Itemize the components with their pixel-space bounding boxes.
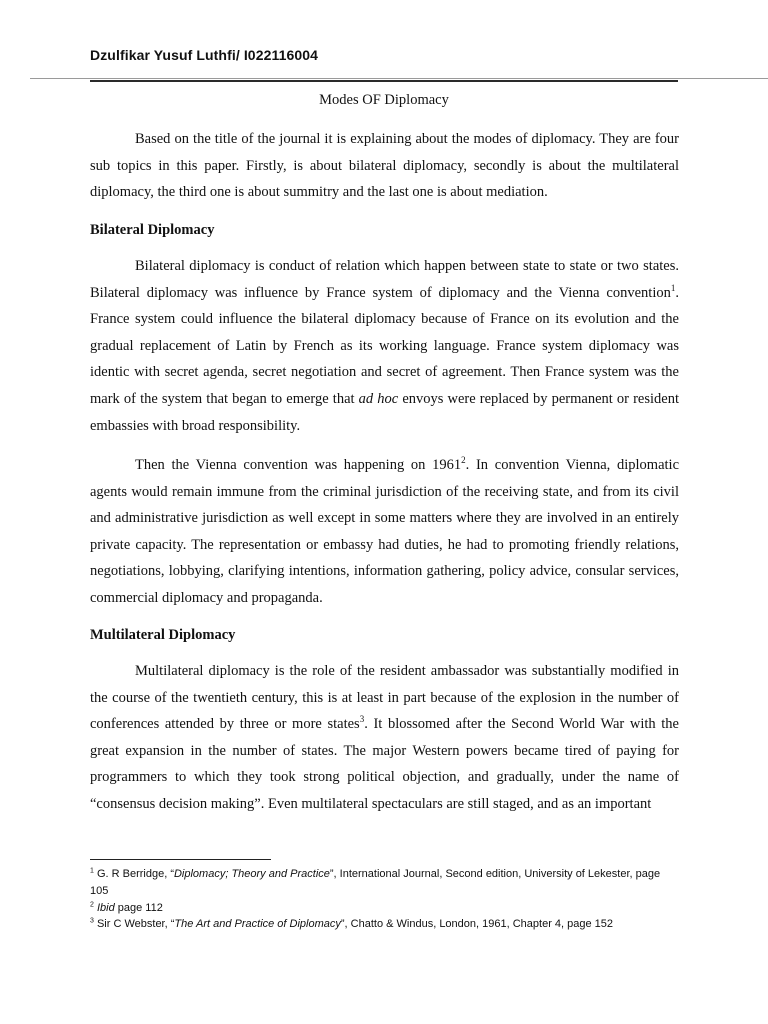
footnote-separator xyxy=(90,859,271,860)
footnote-3-text-b: ”, Chatto & Windus, London, 1961, Chapter 4, page 152 xyxy=(340,918,614,930)
footnote-3-number: 3 xyxy=(90,917,94,925)
header-rule-thick xyxy=(90,80,678,82)
bilateral-p1-text-c: envoys were replaced by permanent or resident embassies with broad responsibility. xyxy=(90,390,679,434)
footnote-3-text-a: Sir C Webster, “ xyxy=(93,918,175,930)
intro-paragraph xyxy=(90,126,679,206)
multilateral-p1-text-b: . It blossomed after the Second World War with the great expansion in the number of states. The major Western powers became tired of paying for programmers to which they took strong political objection, and gradually, under the name of “consensus decision making”. Even multilateral spectaculars are still staged, and as an important xyxy=(90,716,679,812)
bilateral-paragraph-2 xyxy=(90,452,679,612)
bilateral-p1-text-a: Bilateral diplomacy is conduct of relation which happen between state to state or two states. Bilateral diplomacy was influence by France system of diplomacy and the Vienna convention xyxy=(90,258,679,301)
multilateral-p1-text-a: Multilateral diplomacy is the role of the resident ambassador was substantially modified in the course of the twentieth century, this is at least in part because of the explosion in the number of conferences attended by three or more states xyxy=(90,663,679,733)
footnote-3 xyxy=(90,916,680,933)
bilateral-paragraph-1 xyxy=(90,253,679,439)
document-title: Modes OF Diplomacy xyxy=(319,92,449,108)
bilateral-p1-italic: ad hoc xyxy=(358,390,399,407)
footnote-1-text-a: G. R Berridge, “ xyxy=(93,868,174,880)
bilateral-heading: Bilateral Diplomacy xyxy=(90,222,215,238)
footnote-2-text-b: page 112 xyxy=(114,902,163,914)
footnote-2 xyxy=(90,900,680,917)
footnote-ref-2: 2 xyxy=(461,455,466,466)
footnote-2-italic: Ibid xyxy=(96,902,115,914)
bilateral-p2-text-a: Then the Vienna convention was happening on 1961 xyxy=(135,457,462,473)
footnote-ref-1: 1 xyxy=(670,282,676,293)
bilateral-p2-text-b: . In convention Vienna, diplomatic agents would remain immune from the criminal jurisdiction of the receiving state, and from its civil and administrative jurisdiction as well except in some matters where they are involved in an entirely private capacity. The representation or embassy had duties, he had to promoting friendly relations, negotiations, lobbying, clarifying intentions, information gathering, policy advice, consular services, commercial diplomacy and propaganda. xyxy=(90,457,680,606)
footnote-1-text-b: ”, International Journal, Second edition, University of Lekester, page 105 xyxy=(90,868,661,897)
footnote-3-italic: The Art and Practice of Diplomacy xyxy=(174,918,341,930)
footnote-1 xyxy=(90,866,680,900)
footnote-1-number: 1 xyxy=(90,867,94,875)
footnote-2-number: 2 xyxy=(90,901,94,909)
intro-text: Based on the title of the journal it is explaining about the modes of diplomacy. They are four sub topics in this paper. Firstly, is about bilateral diplomacy, secondly is about the multilateral diplomacy, the third one is about summitry and the last one is about mediation. xyxy=(90,131,679,201)
multilateral-paragraph-1 xyxy=(90,658,679,818)
bilateral-p1-text-b: . France system could influence the bilateral diplomacy because of France on its evolution and the gradual replacement of Latin by French as its working language. France system diplomacy was identic with secret agenda, secret negotiation and secret of agreement. Then France system was the mark of the system that began to emerge that xyxy=(90,284,679,407)
footnote-1-italic: Diplomacy; Theory and Practice xyxy=(173,868,330,880)
header-rule-thin xyxy=(30,78,768,79)
author-header: Dzulfikar Yusuf Luthfi/ I022116004 xyxy=(90,47,319,63)
footnote-ref-3: 3 xyxy=(359,714,365,725)
multilateral-heading: Multilateral Diplomacy xyxy=(90,627,236,643)
